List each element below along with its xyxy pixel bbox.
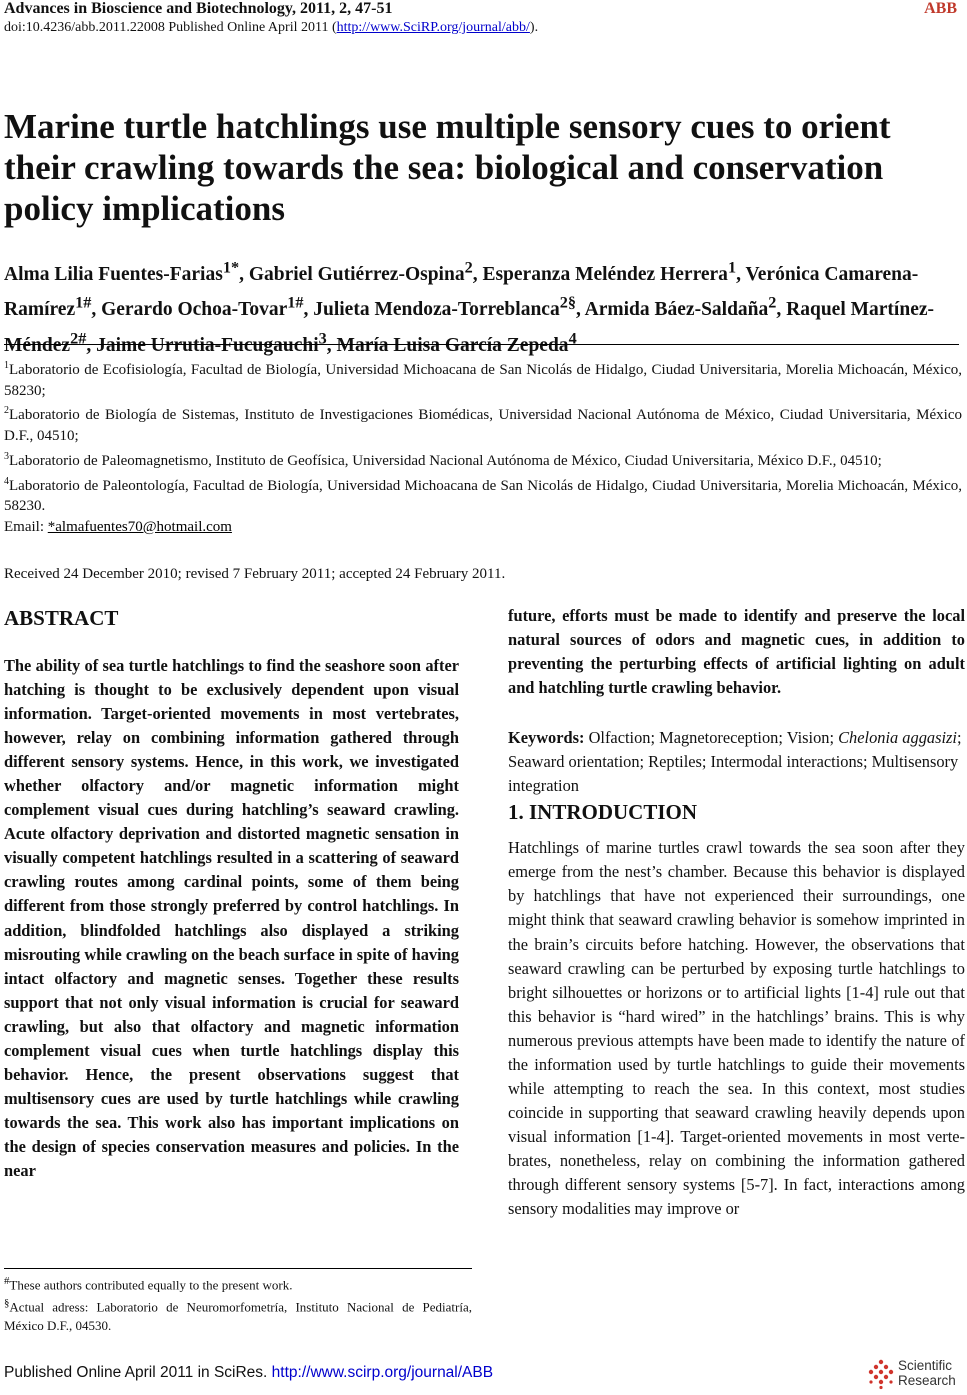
left-column [4,604,459,1183]
footer-link[interactable]: http://www.scirp.org/journal/ABB [271,1364,494,1381]
logo-mark-icon [866,1358,896,1390]
paper-title: Marine turtle hatchlings use multiple sensory cues to orient their crawling towards the sea: biological and conservation policy implications [4,107,891,228]
abstract-text: The ability of sea turtle hatchlings to find the seashore soon after hatching is thought to be exclusively dependent upon visual information. Target-oriented movements in most vertebrates, however, relay on combining information gathered through different sensory systems. Hence, in this work, we investigated whether olfactory and/or magnetic information might complement visual cues during hatchling’s seaward crawling. Acute olfactory deprivation and distorted magnetic sensation in visually competent hatchlings resulted in a scattering of seaward crawling routes among cardinal points, some of them being different from those strongly preferred by control hatchlings. In addition, blindfolded hatchlings also displayed a striking misrouting while crawling on the beach surface in spite of having intact olfactory and magnetic senses. Together these results support that not only visual information is crucial for seaward crawling, but also that olfactory and magnetic information complement visual cues when turtle hatchlings display this behavior. Hence, the present observations suggest that multisensory cues are used by turtle hatchlings while crawling towards the sea. This work also has important implications on the design of species conservation measures and policies. In the near [4,656,459,1180]
author: María Luisa García Zepeda$^4$ [336,329,577,356]
author: Raquel Martínez-Méndez$^{2\#}$, [4,299,934,356]
logo-text: Scientific Research [898,1358,956,1388]
email-link[interactable]: *almafuentes70@hotmail.com [47,518,232,535]
author: Julieta Mendoza-Torreblanca$^{2\S}$, [313,293,585,320]
right-column [508,604,965,1221]
footnote: #These authors contributed equally to the present work. [4,1275,293,1293]
author: Armida Báez-Saldaña$^2$, [584,293,787,320]
affiliation: $^2$Laboratorio de Biología de Sistemas, Instituto de Investigaciones Biomédicas, Universidad Nacional Autónoma de México, Ciudad Universitaria, México D.F., 04510; [4,405,962,445]
abstract-heading: ABSTRACT [4,606,119,630]
received-dates: Received 24 December 2010; revised 7 February 2011; accepted 24 February 2011. [4,566,506,582]
page-footer: Published Online April 2011 in SciRes. http://www.scirp.org/journal/ABB [4,1364,494,1381]
journal-link[interactable]: http://www.SciRP.org/journal/abb/ [336,20,530,35]
abstract-text-continued: future, efforts must be made to identify and preserve the local natural sources of odors and magnetic cues, in addition to preventing the perturbing effects of artificial lighting on adult and hatchling turtle crawling behavior. [508,606,965,698]
species-name: Chelonia aggasizi [838,728,957,748]
author: Verónica Camarena-Ramírez$^{1\#}$, [4,263,919,320]
doi-line [4,20,538,36]
header-divider [4,344,959,345]
footnote: §Actual adress: Laboratorio de Neuromorfometría, Instituto Nacional de Pediatría, México D.F., 04530. [4,1297,472,1333]
journal-citation: Advances in Bioscience and Biotechnology, 2011, 2, 47-51 [4,0,393,17]
author: Esperanza Meléndez Herrera$^1$, [482,258,746,285]
author: Alma Lilia Fuentes-Farias$^{1*}$, [4,258,249,285]
footnote-divider [4,1268,472,1269]
affiliation: $^3$Laboratorio de Paleomagnetismo, Instituto de Geofísica, Universidad Nacional Autónoma de México, Ciudad Universitaria, México D.F., 04510; [4,450,882,469]
email-line: Email: *almafuentes70@hotmail.com [4,518,232,535]
introduction-text: Hatchlings of marine turtles crawl towards the sea soon after they emerge from the nest’s chamber. Because this behavior is displayed by hatchlings that have not experienced their surroundings, one might think that seaward crawling behavior is somehow imprinted in the brain’s circuits before hatching. However, the observations that seaward crawling can be perturbed by exposing turtle hatchlings to bright silhouettes or horizons or to artificial lights [1-4] rule out that this behavior is “hard wired” in the hatchlings’ brains. This is why numerous previous attempts have been made to identify the nature of the information used by turtle hatchlings to guide their movements while attempting to reach the sea. In this context, most studies coincide in supporting that seaward crawling heavily depends upon visual information [1-4]. Target-oriented movements in most vertebrates, nonetheless, relay on combining the information gathered through different sensory systems [5-7]. In fact, interactions among sensory modalities may improve or [508,838,965,1219]
keywords-label: Keywords: [508,728,585,748]
scientific-research-logo [866,1358,961,1392]
introduction-heading: 1. INTRODUCTION [508,800,698,825]
affiliation: $^4$Laboratorio de Paleontología, Facultad de Biología, Universidad Michoacana de San Nicolás de Hidalgo, Ciudad Universitaria, Morelia Michoacán, México, 58230. [4,475,962,515]
doi-prefix: doi:10.4236/abb.2011.22008 Published Online April 2011 ( [4,20,337,35]
affiliations [4,356,962,538]
author: Jaime Urrutia-Fucugauchi$^3$, [96,329,337,356]
keywords: Keywords: Olfaction; Magnetoreception; Vision; Chelonia aggasizi; Seaward orientation; Reptiles; Intermodal interactions; Multisensory integration [508,728,962,796]
footnotes [4,1272,472,1335]
author: Gerardo Ochoa-Tovar$^{1\#}$, [101,293,314,320]
author: Gabriel Gutiérrez-Ospina$^2$, [248,258,483,285]
doi-suffix: ). [529,20,539,35]
journal-abbreviation: ABB [924,0,957,17]
affiliation: $^1$Laboratorio de Ecofisiología, Facultad de Biología, Universidad Michoacana de San Nicolás de Hidalgo, Ciudad Universitaria, Morelia Michoacán, México, 58230; [4,360,962,399]
